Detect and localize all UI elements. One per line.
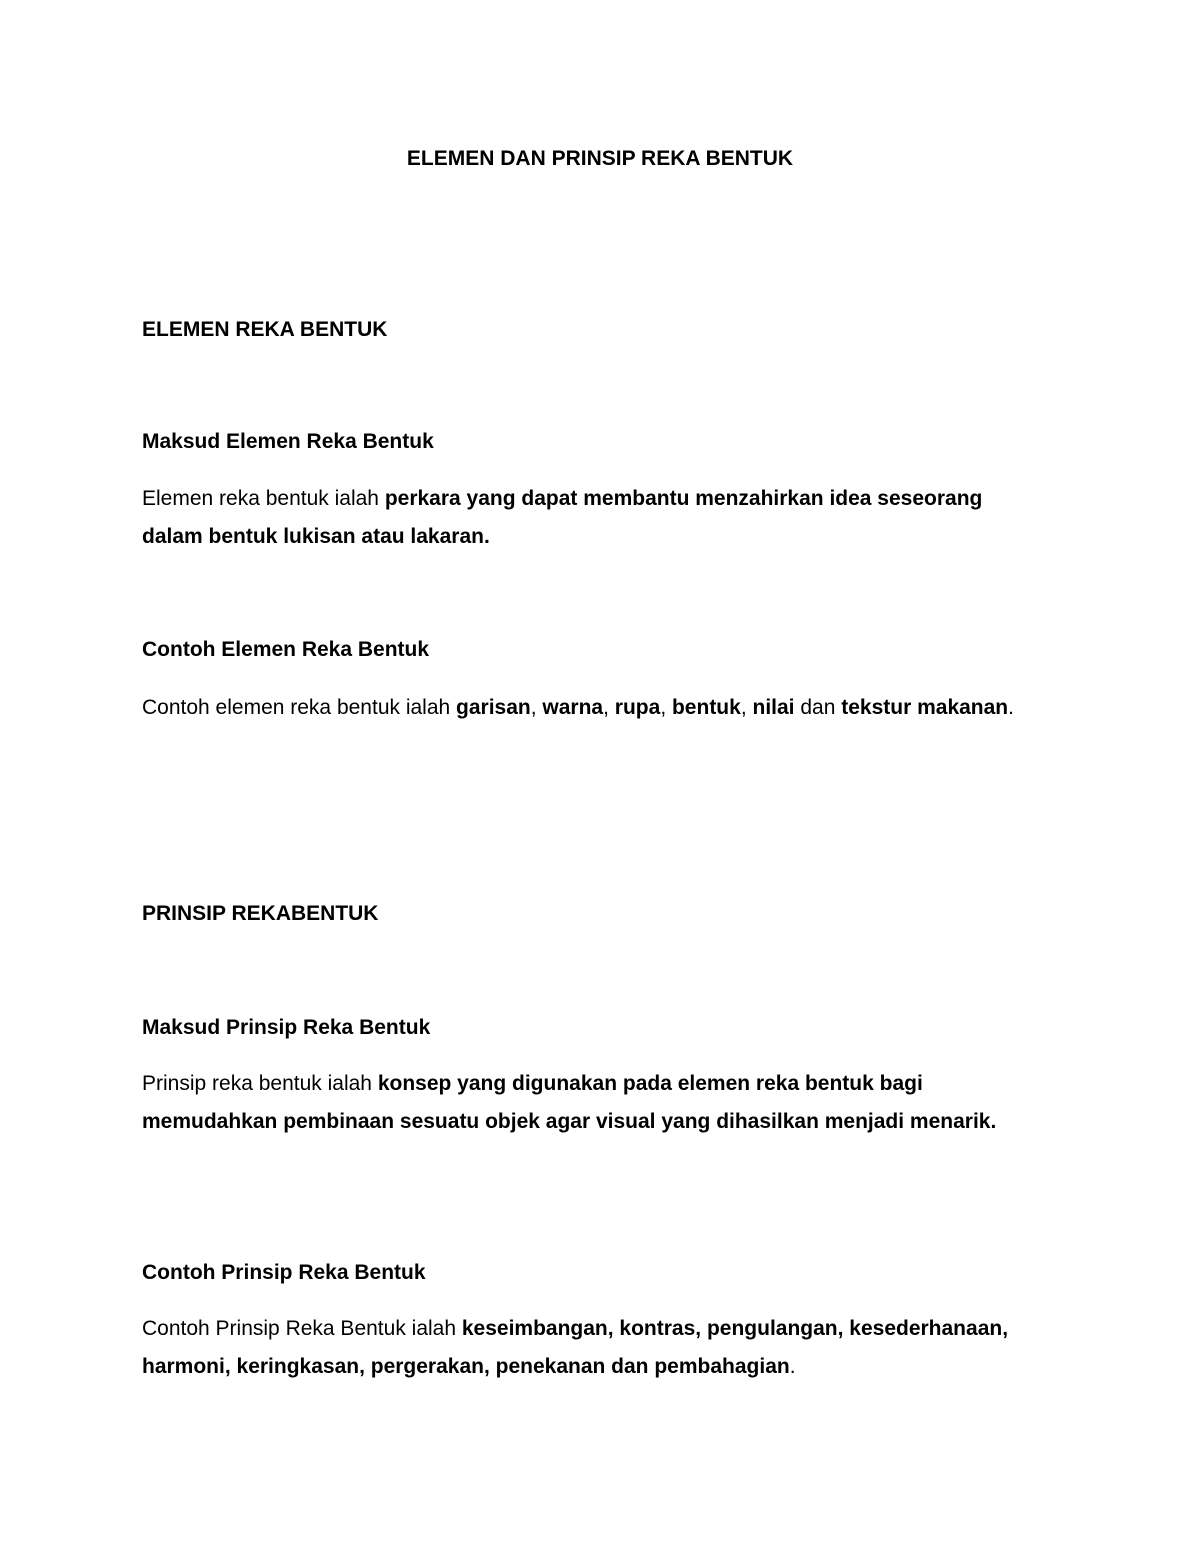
example-item-tekstur: tekstur makanan (841, 696, 1009, 719)
separator: , (530, 696, 543, 719)
example-item-bentuk: bentuk (671, 696, 741, 719)
paragraph-end: . (1008, 696, 1014, 719)
paragraph-lead: Prinsip reka bentuk ialah (142, 1072, 378, 1095)
paragraph-lead: Elemen reka bentuk ialah (142, 487, 385, 510)
document-title: ELEMEN DAN PRINSIP REKA BENTUK (406, 147, 794, 170)
separator: , (603, 696, 615, 719)
paragraph-contoh-elemen (142, 689, 1042, 727)
example-item-garisan: garisan (456, 696, 531, 719)
example-item-warna: warna (542, 696, 604, 719)
subheading-contoh-elemen: Contoh Elemen Reka Bentuk (142, 638, 430, 661)
subheading-maksud-elemen: Maksud Elemen Reka Bentuk (142, 430, 434, 453)
paragraph-lead: Contoh Prinsip Reka Bentuk ialah (142, 1317, 462, 1340)
subheading-maksud-prinsip: Maksud Prinsip Reka Bentuk (142, 1016, 431, 1039)
paragraph-contoh-prinsip (142, 1310, 1042, 1386)
paragraph-end: . (789, 1355, 796, 1378)
paragraph-bold-text: keseimbangan, kontras, pengulangan, kesederhanaan, harmoni, keringkasan, pergerakan, penekanan dan pembahagian (142, 1317, 1009, 1378)
paragraph-maksud-prinsip (142, 1065, 1042, 1141)
section-heading-prinsip: PRINSIP REKABENTUK (142, 902, 379, 925)
paragraph-lead: Contoh elemen reka bentuk ialah (142, 696, 457, 719)
separator: , (660, 696, 672, 719)
separator: dan (794, 696, 842, 719)
section-heading-elemen: ELEMEN REKA BENTUK (142, 318, 388, 341)
subheading-contoh-prinsip: Contoh Prinsip Reka Bentuk (142, 1261, 426, 1284)
example-item-rupa: rupa (614, 696, 661, 719)
paragraph-bold-text: konsep yang digunakan pada elemen reka bentuk bagi memudahkan pembinaan sesuatu objek agar visual yang dihasilkan menjadi menarik. (142, 1072, 997, 1133)
paragraph-bold-text: perkara yang dapat membantu menzahirkan idea seseorang dalam bentuk lukisan atau lakaran. (142, 487, 983, 548)
paragraph-maksud-elemen (142, 480, 1042, 556)
separator: , (740, 696, 753, 719)
example-item-nilai: nilai (752, 696, 795, 719)
